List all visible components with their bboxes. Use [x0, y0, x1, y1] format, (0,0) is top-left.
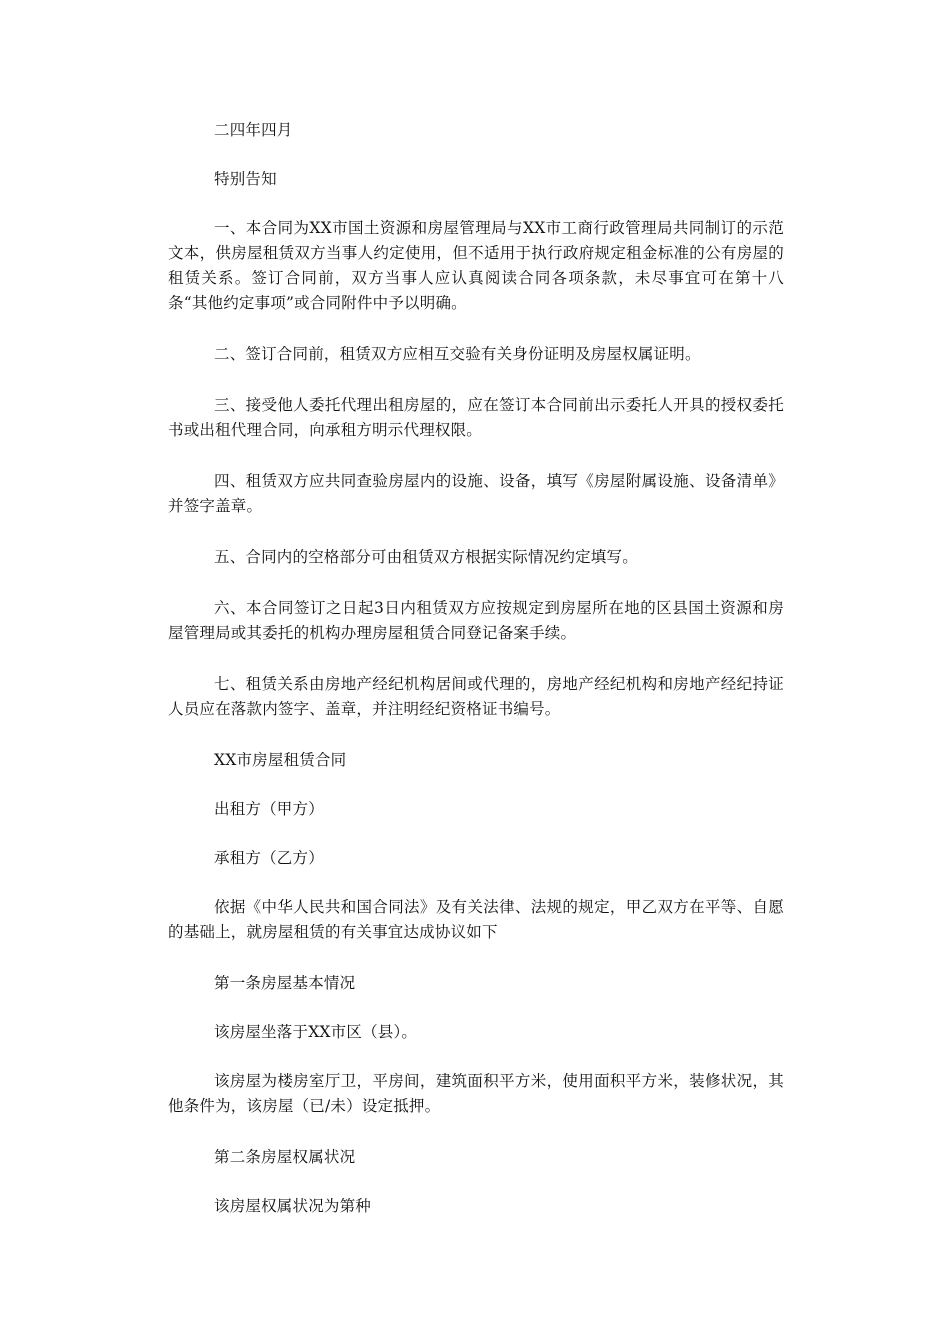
notice-item-3: 三、接受他人委托代理出租房屋的，应在签订本合同前出示委托人开具的授权委托书或出租代理合同，向承租方明示代理权限。 [168, 396, 784, 439]
notice-item-4: 四、租赁双方应共同查验房屋内的设施、设备，填写《房屋附属设施、设备清单》并签字盖章。 [168, 472, 784, 515]
notice-item-7: 七、租赁关系由房地产经纪机构居间或代理的，房地产经纪机构和房地产经纪持证人员应在落款内签字、盖章，并注明经纪资格证书编号。 [168, 675, 784, 718]
document-page [168, 118, 784, 1243]
lessor-line: 出租方（甲方） [214, 800, 324, 818]
notice-item-2: 二、签订合同前，租赁双方应相互交验有关身份证明及房屋权属证明。 [214, 345, 701, 363]
notice-heading: 特别告知 [214, 170, 277, 188]
contract-title: XX市房屋租赁合同 [214, 751, 347, 769]
notice-item-1: 一、本合同为XX市国土资源和房屋管理局与XX市工商行政管理局共同制订的示范文本，供房屋租赁双方当事人约定使用，但不适用于执行政府规定租金标准的公有房屋的租赁关系。签订合同前，双方当事人应认真阅读合同各项条款，未尽事宜可在第十八条“其他约定事项”或合同附件中予以明确。 [168, 219, 784, 312]
article-1-details: 该房屋为楼房室厅卫，平房间，建筑面积平方米，使用面积平方米，装修状况，其他条件为，该房屋（已/未）设定抵押。 [168, 1072, 784, 1115]
notice-item-5: 五、合同内的空格部分可由租赁双方根据实际情况约定填写。 [214, 548, 638, 566]
lessee-line: 承租方（乙方） [214, 849, 324, 867]
notice-item-6: 六、本合同签订之日起3日内租赁双方应按规定到房屋所在地的区县国土资源和房屋管理局或其委托的机构办理房屋租赁合同登记备案手续。 [168, 599, 784, 642]
preamble-paragraph: 依据《中华人民共和国合同法》及有关法律、法规的规定，甲乙双方在平等、自愿的基础上，就房屋租赁的有关事宜达成协议如下 [168, 898, 784, 941]
article-2-heading: 第二条房屋权属状况 [214, 1148, 356, 1166]
date-line: 二四年四月 [214, 121, 293, 139]
article-1-location: 该房屋坐落于XX市区（县）。 [214, 1023, 418, 1041]
article-2-status: 该房屋权属状况为第种 [214, 1197, 372, 1215]
article-1-heading: 第一条房屋基本情况 [214, 974, 356, 992]
